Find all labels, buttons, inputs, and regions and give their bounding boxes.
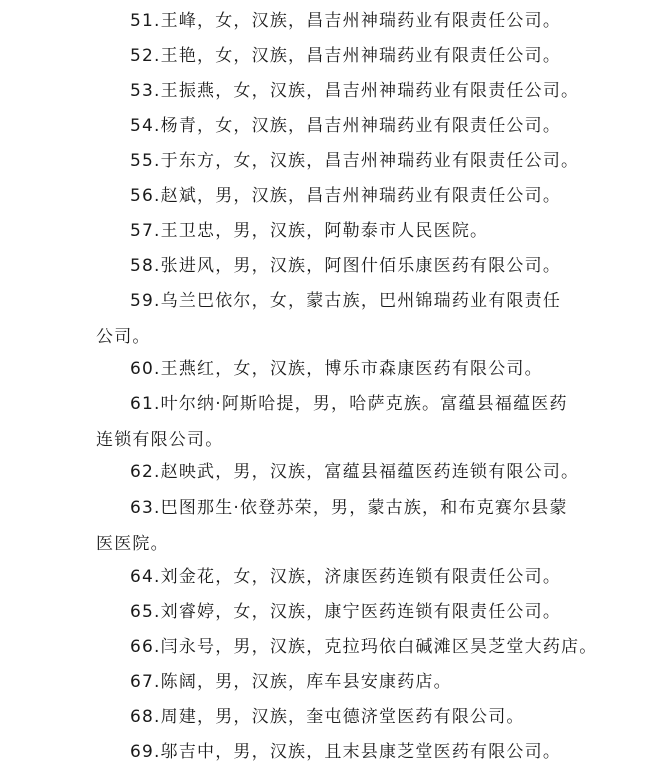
list-item: 55.于东方，女，汉族，昌吉州神瑞药业有限责任公司。	[130, 151, 580, 171]
list-item: 64.刘金花，女，汉族，济康医药连锁有限责任公司。	[130, 567, 562, 587]
list-item: 52.王艳，女，汉族，昌吉州神瑞药业有限责任公司。	[130, 46, 562, 66]
list-item: 65.刘睿婷，女，汉族，康宁医药连锁有限责任公司。	[130, 602, 562, 622]
list-item: 66.闫永号，男，汉族，克拉玛依白碱滩区昊芝堂大药店。	[130, 637, 598, 657]
list-item: 51.王峰，女，汉族，昌吉州神瑞药业有限责任公司。	[130, 11, 562, 31]
list-item: 67.陈阔，男，汉族，库车县安康药店。	[130, 672, 452, 692]
list-item: 53.王振燕，女，汉族，昌吉州神瑞药业有限责任公司。	[130, 81, 580, 101]
list-item: 58.张进风，男，汉族，阿图什佰乐康医药有限公司。	[130, 256, 562, 276]
list-item: 63.巴图那生·依登苏荣，男，蒙古族，和布克赛尔县蒙医医院。	[96, 498, 568, 554]
list-item: 61.叶尔纳·阿斯哈提，男，哈萨克族。富蕴县福蕴医药连锁有限公司。	[96, 394, 568, 450]
list-item: 57.王卫忠，男，汉族，阿勒泰市人民医院。	[130, 221, 489, 241]
list-item: 69.邬吉中，男，汉族，且末县康芝堂医药有限公司。	[130, 742, 562, 762]
list-item: 59.乌兰巴依尔，女，蒙古族，巴州锦瑞药业有限责任公司。	[96, 291, 562, 347]
list-item: 68.周建，男，汉族，奎屯德济堂医药有限公司。	[130, 707, 525, 727]
list-item: 54.杨青，女，汉族，昌吉州神瑞药业有限责任公司。	[130, 116, 562, 136]
list-item: 56.赵斌，男，汉族，昌吉州神瑞药业有限责任公司。	[130, 186, 562, 206]
list-item: 62.赵映武，男，汉族，富蕴县福蕴医药连锁有限公司。	[130, 462, 580, 482]
list-item: 60.王燕红，女，汉族，博乐市森康医药有限公司。	[130, 359, 543, 379]
